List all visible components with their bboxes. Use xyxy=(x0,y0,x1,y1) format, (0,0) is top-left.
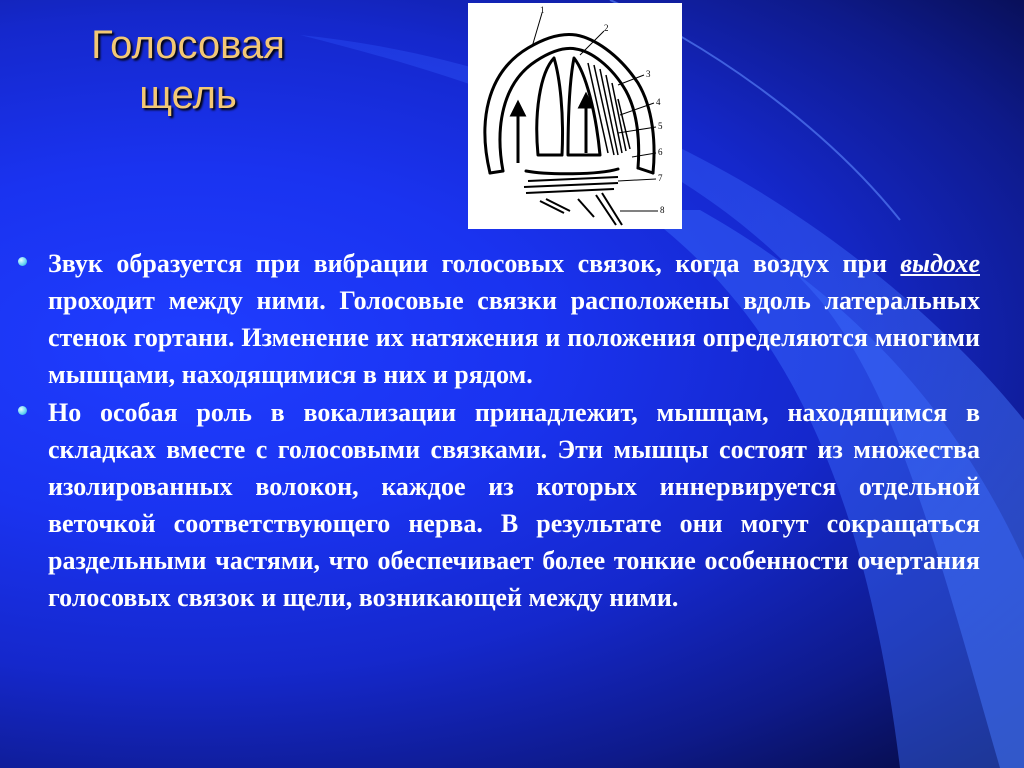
paragraph-text: Звук образуется при вибрации голосовых связок, когда воздух при xyxy=(48,249,901,278)
bullet-paragraph xyxy=(14,394,980,616)
callout-2: 2 xyxy=(604,23,609,33)
paragraph-text-cont: проходит между ними. Голосовые связки расположены вдоль латеральных стенок гортани. Изменение их натяжения и положения определяются многими мышцами, находящимися в них и рядом. xyxy=(48,286,980,389)
callout-1: 1 xyxy=(540,5,545,15)
callout-4: 4 xyxy=(656,97,661,107)
slide-title: Голосовая щель xyxy=(91,23,285,117)
bullet-dot-icon xyxy=(18,257,27,266)
callout-3: 3 xyxy=(646,69,651,79)
callout-7: 7 xyxy=(658,173,663,183)
glottis-diagram-drawing xyxy=(468,3,682,229)
bullet-dot-icon xyxy=(18,406,27,415)
bullet-paragraph xyxy=(14,245,980,393)
glottis-diagram xyxy=(468,3,682,229)
callout-5: 5 xyxy=(658,121,663,131)
callout-8: 8 xyxy=(660,205,665,215)
slide-body xyxy=(14,245,980,616)
emphasis-word: выдохе xyxy=(900,249,980,278)
callout-6: 6 xyxy=(658,147,663,157)
paragraph-text: Но особая роль в вокализации принадлежит, мышцам, находящимся в складках вместе с голосовыми связками. Эти мышцы состоят из множества изолированных волокон, каждое из которых иннервируется отдельной веточкой соответствующего нерва. В результате они могут сокращаться раздельными частями, что обеспечивает более тонкие особенности очертания голосовых связок и щели, возникающей между ними. xyxy=(48,398,980,612)
